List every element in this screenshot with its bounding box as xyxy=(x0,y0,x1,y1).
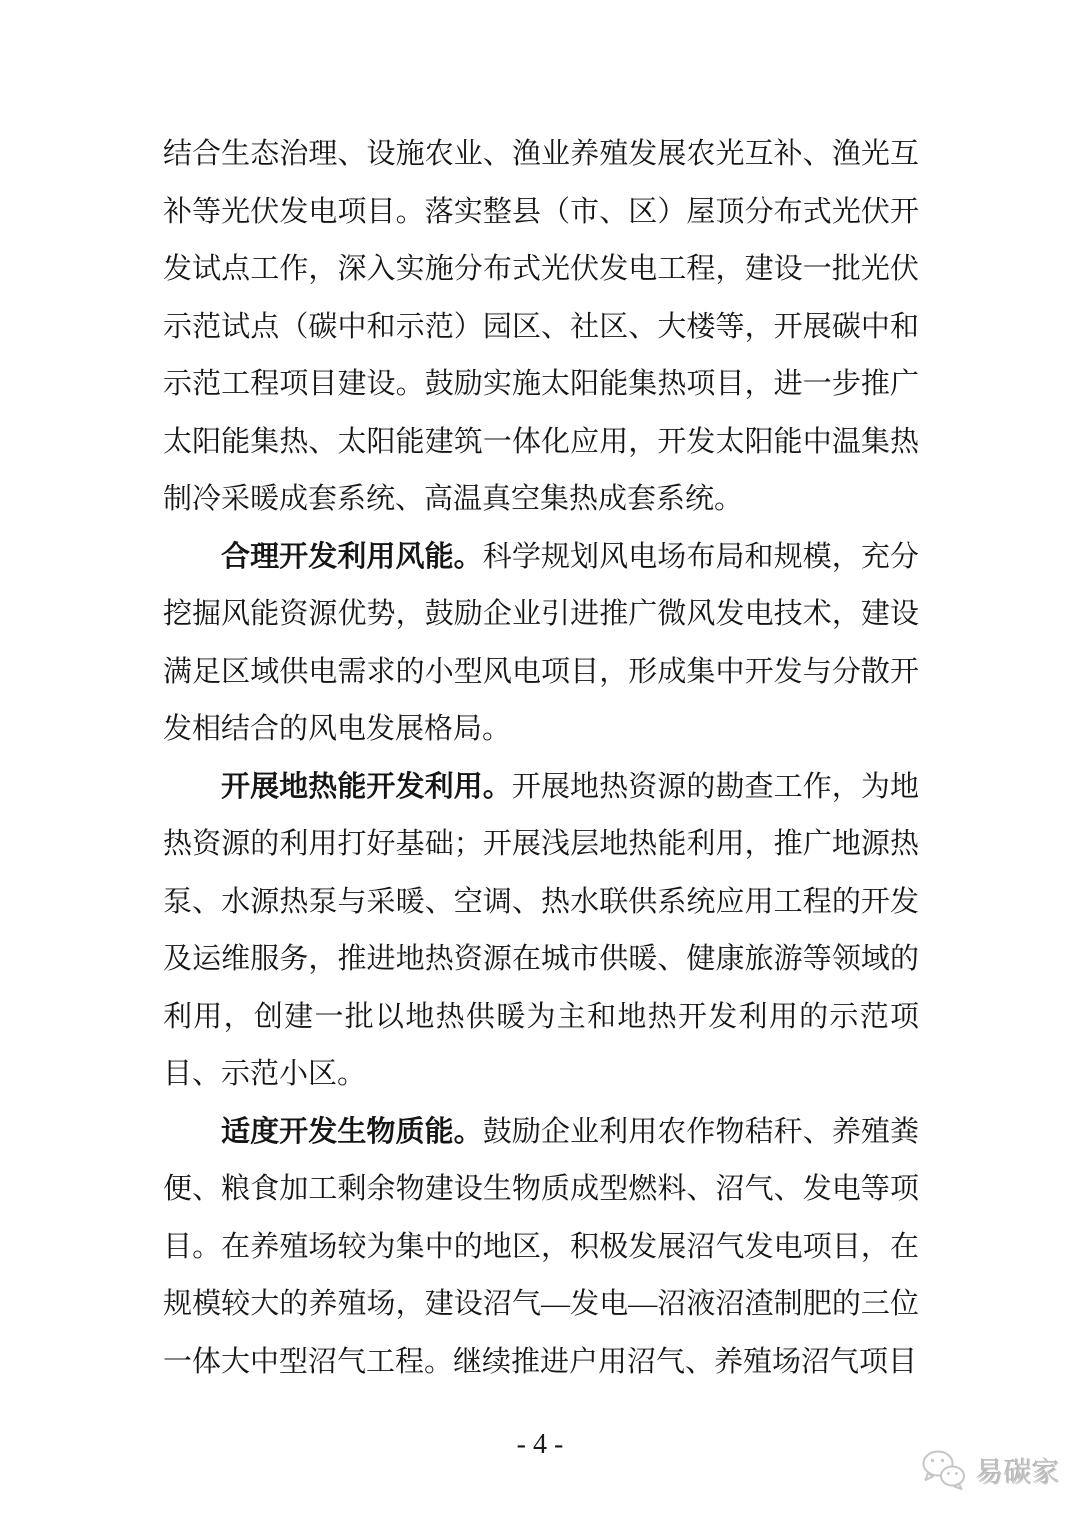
paragraph-body: 开展地热资源的勘查工作，为地热资源的利用打好基础；开展浅层地热能利用，推广地源热泵、水源热泵与采暖、空调、热水联供系统应用工程的开发及运维服务，推进地热资源在城市供暖、健康旅游等领域的利用，创建一批以地热供暖为主和地热开发利用的示范项目、示范小区。 xyxy=(163,770,919,1090)
paragraph-lead: 合理开发利用风能。 xyxy=(221,540,483,573)
paragraph-body: 科学规划风电场布局和规模，充分挖掘风能资源优势，鼓励企业引进推广微风发电技术，建设满足区域供电需求的小型风电项目，形成集中开发与分散开发相结合的风电发展格局。 xyxy=(163,540,919,745)
watermark xyxy=(921,1449,1060,1496)
paragraph xyxy=(163,529,919,759)
paragraph xyxy=(163,126,919,529)
paragraph-body: 结合生态治理、设施农业、渔业养殖发展农光互补、渔光互补等光伏发电项目。落实整县（市、区）屋顶分布式光伏开发试点工作，深入实施分布式光伏发电工程，建设一批光伏示范试点（碳中和示范）园区、社区、大楼等，开展碳中和示范工程项目建设。鼓励实施太阳能集热项目，进一步推广太阳能集热、太阳能建筑一体化应用，开发太阳能中温集热制冷采暖成套系统、高温真空集热成套系统。 xyxy=(163,138,919,515)
page-number: - 4 - xyxy=(516,1429,564,1460)
paragraph-lead: 开展地热能开发利用。 xyxy=(221,770,512,803)
paragraph xyxy=(163,1104,919,1392)
document-body xyxy=(163,126,919,1391)
paragraph-body: 鼓励企业利用农作物秸秆、养殖粪便、粮食加工剩余物建设生物质成型燃料、沼气、发电等项目。在养殖场较为集中的地区，积极发展沼气发电项目，在规模较大的养殖场，建设沼气—发电—沼液沼渣制肥的三位一体大中型沼气工程。继续推进户用沼气、养殖场沼气项目 xyxy=(163,1115,919,1378)
wechat-icon xyxy=(921,1449,967,1496)
paragraph-lead: 适度开发生物质能。 xyxy=(221,1115,483,1148)
watermark-label: 易碳家 xyxy=(975,1456,1060,1488)
paragraph xyxy=(163,759,919,1104)
